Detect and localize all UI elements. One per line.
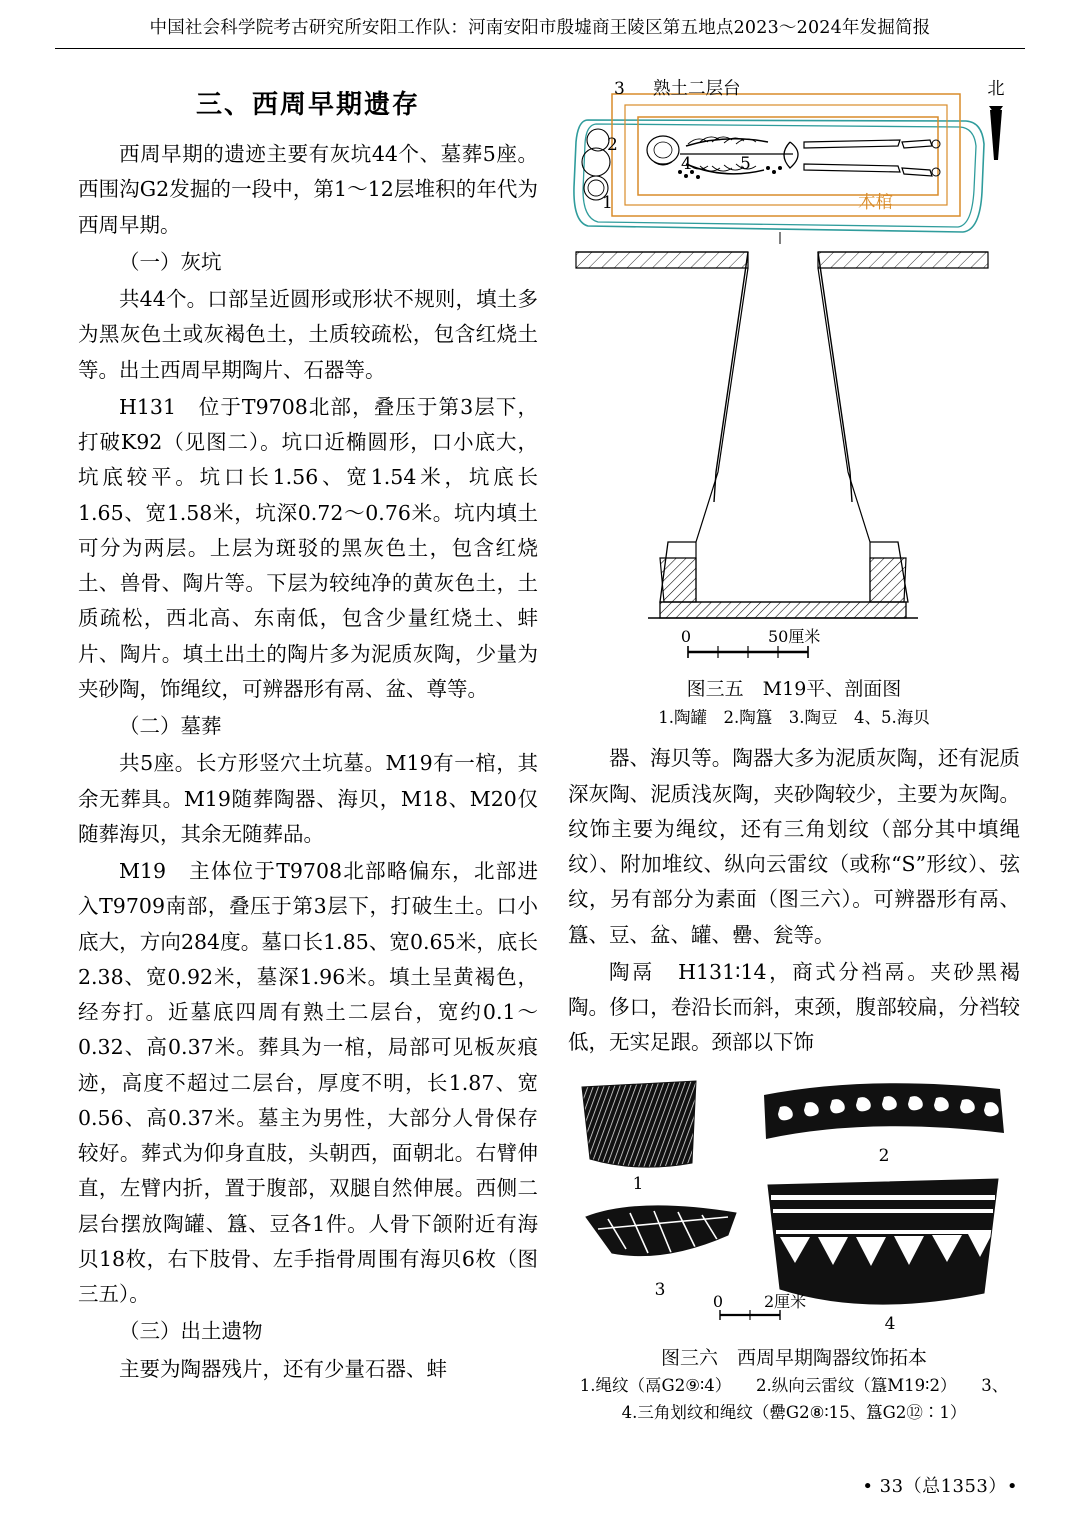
figure-36-caption	[568, 1344, 1020, 1426]
paragraph: 器、海贝等。陶器大多为泥质灰陶，还有泥质深灰陶、泥质浅灰陶，夹砂陶较少，主要为灰陶。纹饰主要为绳纹，还有三角划纹（部分其中填绳纹）、附加堆纹、纵向云雷纹（或称“S”形纹）、弦纹，另有部分为素面（图三六）。可辨器形有鬲、簋、豆、盆、罐、罍、瓮等。	[568, 746, 1020, 947]
figure-36-caption-sub1: 1.绳纹（鬲G2⑨∶4） 2.纵向云雷纹（簋M19∶2） 3、	[579, 1376, 1009, 1396]
figure-35	[568, 72, 1020, 672]
scale-zero-label: 0	[680, 627, 692, 646]
label-1: 1	[602, 193, 613, 213]
subsection-heading: （二）墓葬	[119, 714, 222, 738]
page-number: • 33（总1353）•	[862, 1476, 1018, 1497]
section-drawing	[576, 252, 988, 618]
paragraph: 共44个。口部呈近圆形或形状不规则，填土多为黑灰色土或灰褐色土，土质较疏松，包含红烧土等。出土西周早期陶片、石器等。	[78, 287, 538, 382]
pelvis	[784, 142, 798, 168]
leg-bone	[902, 140, 932, 148]
figure-36-label-2: 2	[878, 1145, 890, 1166]
terrace-block-right	[870, 558, 906, 602]
paragraph: 共5座。长方形竖穴土坑墓。M19有一棺，其余无葬具。M19随葬陶器、海贝，M18、M20仅随葬海贝，其余无随葬品。	[78, 751, 538, 846]
figure-36-caption-main: 图三六 西周早期陶器纹饰拓本	[660, 1346, 927, 1369]
subsection-heading: （一）灰坑	[119, 249, 222, 274]
paragraph: 主要为陶器残片，还有少量石器、蚌	[119, 1356, 447, 1381]
north-arrow-icon	[988, 79, 1005, 160]
rubbing-2	[764, 1083, 1004, 1139]
header-rule	[55, 48, 1025, 49]
figure-36	[568, 1067, 1020, 1342]
leg-bone	[804, 140, 900, 148]
figure-35-caption-sub: 1.陶罐 2.陶簋 3.陶豆 4、5.海贝	[658, 707, 930, 727]
label-2: 2	[607, 135, 618, 155]
figure-36-scale-bar	[720, 1310, 780, 1320]
label-terrace: 熟土二层台	[653, 79, 741, 99]
figure-36-drawing	[568, 1067, 1020, 1342]
figure-35-caption-main: 图三五 M19平、剖面图	[686, 678, 902, 700]
leg-bone	[902, 168, 932, 176]
pit-outline-outer	[574, 120, 984, 232]
paragraph: 西周早期的遗迹主要有灰坑44个、墓葬5座。西围沟G2发掘的一段中，第1～12层堆积的年代为西周早期。	[78, 142, 538, 237]
figure-36-label-4: 4	[884, 1313, 896, 1334]
leg-bone	[804, 164, 900, 172]
label-5: 5	[740, 154, 751, 174]
paragraph: M19 主体位于T9708北部略偏东，北部进入T9709南部，叠压于第3层下，打破生土。口小底大，方向284度。墓口长1.85、宽0.65米，底长2.38、宽0.92米，墓深1.96米。填土呈黄褐色，经夯打。近墓底四周有熟土二层台，宽约0.1～0.32、高0.37米。葬具为一棺，局部可见板灰痕迹，高度不超过二层台，厚度不明，长1.87、宽0.56、高0.37米。墓主为男性，大部分人骨保存较好。葬式为仰身直肢，头朝西，面朝北。右臂伸直，左臂内折，置于腹部，双腿自然伸展。西侧二层台摆放陶罐、簋、豆各1件。人骨下颌附近有海贝18枚，右下肢骨、左手指骨周围有海贝6枚（图三五）。	[78, 859, 538, 1306]
label-coffin: 木棺	[858, 193, 893, 213]
left-column	[78, 72, 538, 1389]
vessel-circle	[582, 148, 610, 176]
skull	[647, 136, 679, 164]
label-3: 3	[614, 79, 625, 99]
rubbing-4	[768, 1179, 998, 1304]
figure-36-label-3: 3	[654, 1279, 666, 1300]
scale-value-label: 50厘米	[768, 627, 821, 646]
subsection-heading: （三）出土遗物	[119, 1319, 263, 1344]
right-column	[568, 72, 1020, 1426]
running-head: 中国社会科学院考古研究所安阳工作队：河南安阳市殷墟商王陵区第五地点2023～2024年发掘简报	[149, 18, 931, 38]
label-4: 4	[681, 154, 692, 174]
figure-36-caption-sub2: 4.三角划纹和绳纹（罍G2⑧∶15、簋G2⑫∶1）	[621, 1402, 967, 1422]
svg-text:北: 北	[987, 79, 1005, 99]
terrace-block-left	[660, 558, 696, 602]
pit-floor	[660, 602, 906, 618]
figure-36-scale-value: 2厘米	[764, 1291, 807, 1311]
arm-bone	[686, 139, 768, 146]
scale-bar	[688, 646, 808, 658]
section-title: 三、西周早期遗存	[195, 90, 420, 120]
figure-36-label-1: 1	[632, 1173, 644, 1194]
figure-36-scale-zero: 0	[712, 1291, 724, 1311]
terrace-outline	[612, 94, 960, 216]
paragraph: 陶鬲 H131∶14，商式分裆鬲。夹砂黑褐陶。侈口，卷沿长而斜，束颈，腹部较扁，分裆较低，无实足跟。颈部以下饰	[568, 959, 1020, 1055]
figure-35-drawing	[568, 72, 1020, 672]
figure-35-caption	[568, 676, 1020, 729]
rubbing-3	[586, 1206, 736, 1256]
paragraph: H131 位于T9708北部，叠压于第3层下，打破K92（见图二）。坑口近椭圆形，口小底大，坑底较平。坑口长1.56、宽1.54米，坑底长1.65、宽1.58米，坑深0.72～0.76米。坑内填土可分为两层。上层为斑驳的黑灰色土，包含红烧土、兽骨、陶片等。下层为较纯净的黄灰色土，土质疏松，西北高、东南低，包含少量红烧土、蚌片、陶片。填土出土的陶片多为泥质灰陶，少量为夹砂陶，饰绳纹，可辨器形有鬲、盆、尊等。	[78, 394, 538, 701]
rubbing-1	[582, 1081, 696, 1167]
